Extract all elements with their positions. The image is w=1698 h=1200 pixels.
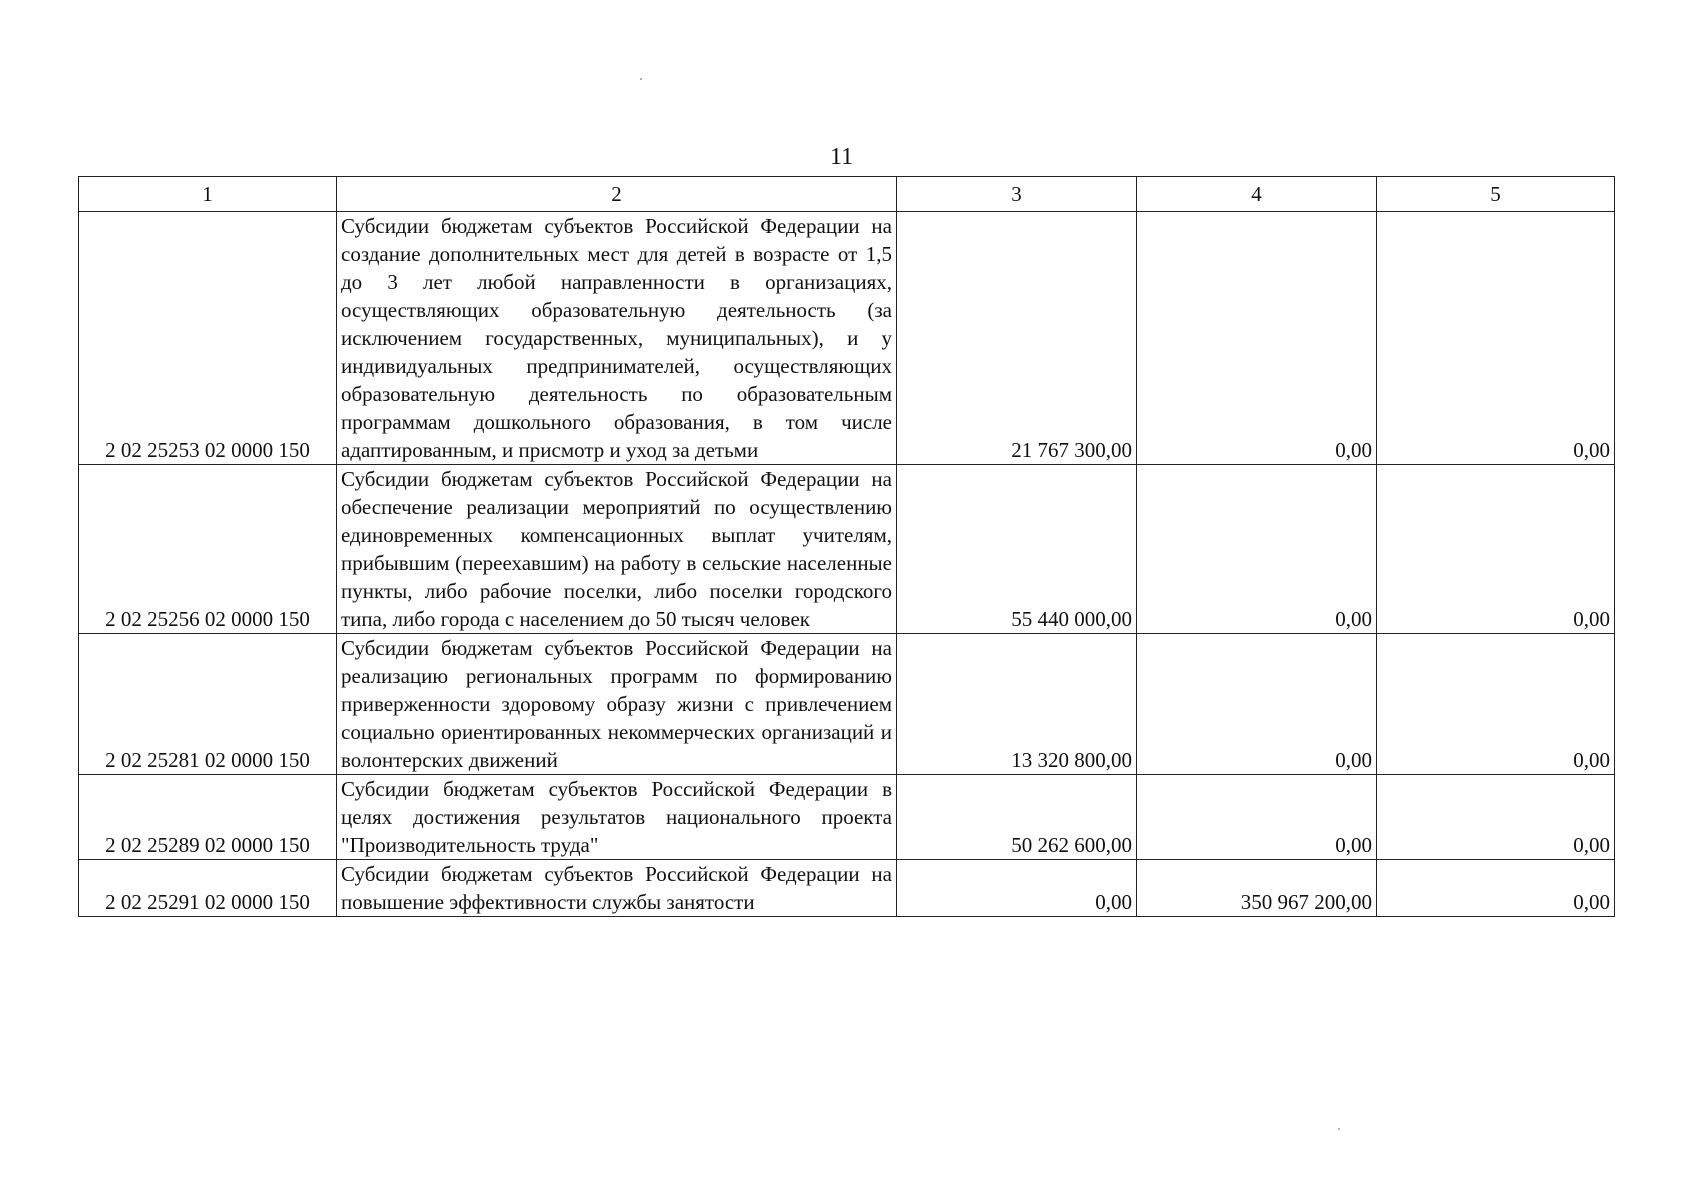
table-row [79,775,1615,860]
amount-col4-cell: 0,00 [1137,634,1377,775]
table-row [79,212,1615,465]
amount-col4-cell: 0,00 [1137,212,1377,465]
description-cell: Субсидии бюджетам субъектов Российской Федерации на создание дополнительных мест для детей в возрасте от 1,5 до 3 лет любой направленности в организациях, осуществляющих образовательную деятельность (за исключением государственных, муниципальных), и у индивидуальных предпринимателей, осуществляющих образовательную деятельность по образовательным программам дошкольного образования, в том числе адаптированным, и присмотр и уход за детьми [337,212,897,465]
description-cell: Субсидии бюджетам субъектов Российской Федерации в целях достижения результатов национального проекта "Производительность труда" [337,775,897,860]
amount-col5-cell: 0,00 [1377,212,1615,465]
description-cell: Субсидии бюджетам субъектов Российской Федерации на обеспечение реализации мероприятий по осуществлению единовременных компенсационных выплат учителям, прибывшим (переехавшим) на работу в сельские населенные пункты, либо рабочие поселки, либо поселки городского типа, либо города с населением до 50 тысяч человек [337,465,897,634]
amount-col4-cell: 0,00 [1137,465,1377,634]
budget-code-cell: 2 02 25253 02 0000 150 [79,212,337,465]
amount-col3-cell: 50 262 600,00 [897,775,1137,860]
amount-col5-cell: 0,00 [1377,775,1615,860]
budget-code-cell: 2 02 25291 02 0000 150 [79,860,337,917]
column-header-2: 2 [337,177,897,212]
amount-col3-cell: 21 767 300,00 [897,212,1137,465]
table-row [79,860,1615,917]
scan-speck [640,78,642,80]
column-header-5: 5 [1377,177,1615,212]
amount-col3-cell: 13 320 800,00 [897,634,1137,775]
scan-speck [1338,1128,1340,1130]
budget-code-cell: 2 02 25289 02 0000 150 [79,775,337,860]
table-row [79,465,1615,634]
budget-revenue-table [78,176,1615,917]
budget-code-cell: 2 02 25256 02 0000 150 [79,465,337,634]
column-header-3: 3 [897,177,1137,212]
description-cell: Субсидии бюджетам субъектов Российской Федерации на повышение эффективности службы занятости [337,860,897,917]
description-cell: Субсидии бюджетам субъектов Российской Федерации на реализацию региональных программ по формированию приверженности здоровому образу жизни с привлечением социально ориентированных некоммерческих организаций и волонтерских движений [337,634,897,775]
amount-col5-cell: 0,00 [1377,634,1615,775]
amount-col5-cell: 0,00 [1377,860,1615,917]
amount-col3-cell: 0,00 [897,860,1137,917]
amount-col4-cell: 350 967 200,00 [1137,860,1377,917]
column-header-1: 1 [79,177,337,212]
amount-col4-cell: 0,00 [1137,775,1377,860]
budget-code-cell: 2 02 25281 02 0000 150 [79,634,337,775]
table-row [79,634,1615,775]
amount-col3-cell: 55 440 000,00 [897,465,1137,634]
page-number: 11 [830,144,854,170]
column-header-4: 4 [1137,177,1377,212]
amount-col5-cell: 0,00 [1377,465,1615,634]
table-header-row [79,177,1615,212]
